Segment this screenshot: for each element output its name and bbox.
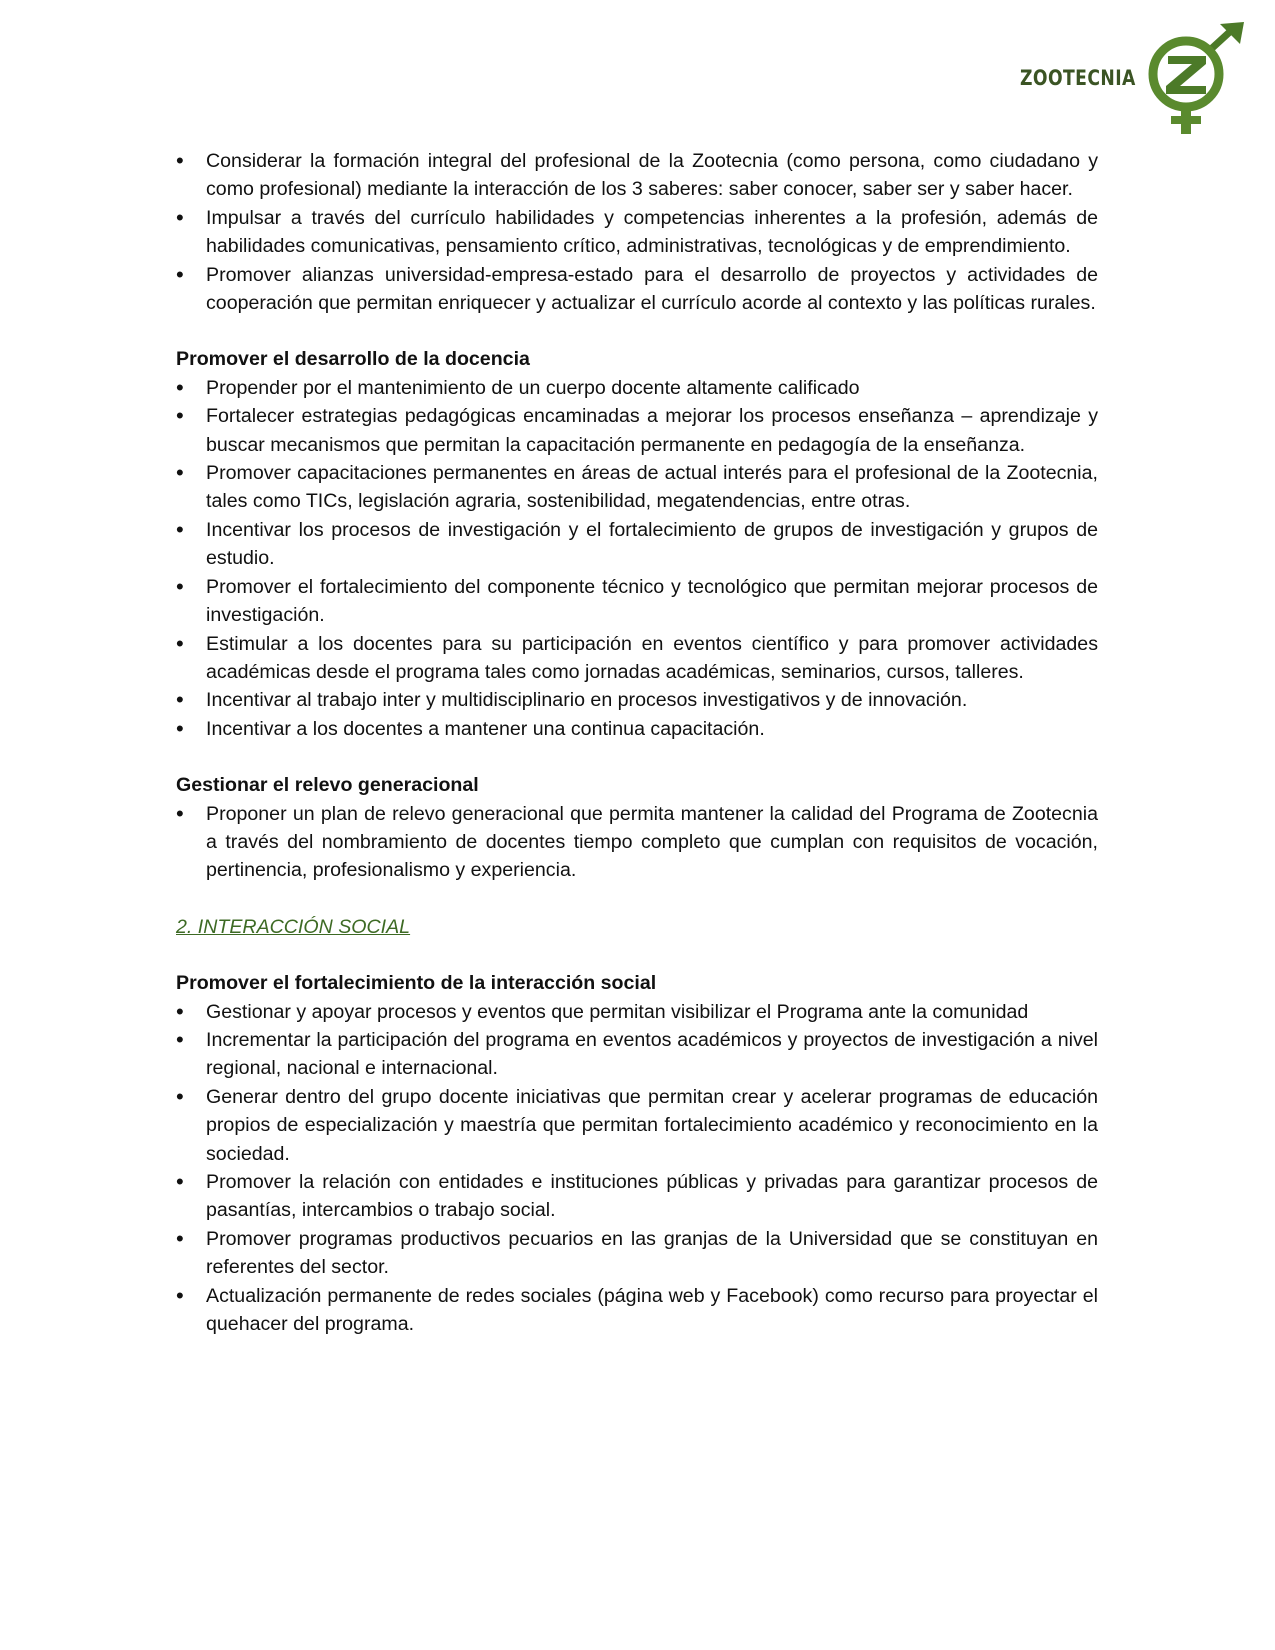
relevo-list [176, 800, 1098, 885]
document-body [176, 147, 1098, 1338]
heading-relevo: Gestionar el relevo generacional [176, 774, 479, 797]
list-item: • Promover alianzas universidad-empresa-estado para el desarrollo de proyectos y actividades de cooperación que permitan enriquecer y actualizar el currículo acorde al contexto y las políticas rurales. [176, 261, 1098, 318]
list-item: • Actualización permanente de redes sociales (página web y Facebook) como recurso para proyectar el quehacer del programa. [176, 1282, 1098, 1339]
heading-docencia: Promover el desarrollo de la docencia [176, 348, 530, 371]
zootecnia-logo [1020, 22, 1250, 142]
list-item: • Promover capacitaciones permanentes en áreas de actual interés para el profesional de la Zootecnia, tales como TICs, legislación agraria, sostenibilidad, megatendencias, entre otras. [176, 459, 1098, 516]
list-item: • Generar dentro del grupo docente iniciativas que permitan crear y acelerar programas de educación propios de especialización y maestría que permitan fortalecimiento académico y reconocimiento en la sociedad. [176, 1083, 1098, 1168]
list-item: • Incentivar al trabajo inter y multidisciplinario en procesos investigativos y de innovación. [176, 686, 1098, 714]
list-item: • Fortalecer estrategias pedagógicas encaminadas a mejorar los procesos enseñanza – aprendizaje y buscar mecanismos que permitan la capacitación permanente en pedagogía de la enseñanza. [176, 402, 1098, 459]
heading-interaccion: Promover el fortalecimiento de la interacción social [176, 972, 657, 995]
gender-symbol-logo-icon [1128, 22, 1246, 138]
list-item: • Promover la relación con entidades e instituciones públicas y privadas para garantizar procesos de pasantías, intercambios o trabajo social. [176, 1168, 1098, 1225]
list-item: • Gestionar y apoyar procesos y eventos que permitan visibilizar el Programa ante la comunidad [176, 998, 1098, 1026]
list-item: • Impulsar a través del currículo habilidades y competencias inherentes a la profesión, además de habilidades comunicativas, pensamiento crítico, administrativas, tecnológicas y de emprendimiento. [176, 204, 1098, 261]
list-item: • Estimular a los docentes para su participación en eventos científico y para promover actividades académicas desde el programa tales como jornadas académicas, seminarios, cursos, talleres. [176, 630, 1098, 687]
section-title-interaccion-social: 2. INTERACCIÓN SOCIAL [176, 915, 411, 938]
list-item: • Propender por el mantenimiento de un cuerpo docente altamente calificado [176, 374, 1098, 402]
logo-text: ZOOTECNIA [1020, 66, 1136, 90]
list-item: • Considerar la formación integral del profesional de la Zootecnia (como persona, como ciudadano y como profesional) mediante la interacción de los 3 saberes: saber conocer, saber ser y saber hacer. [176, 147, 1098, 204]
intro-list [176, 147, 1098, 317]
docencia-list [176, 374, 1098, 743]
list-item: • Proponer un plan de relevo generacional que permita mantener la calidad del Programa de Zootecnia a través del nombramiento de docentes tiempo completo que cumplan con requisitos de vocación, pertinencia, profesionalismo y experiencia. [176, 800, 1098, 885]
list-item: • Promover programas productivos pecuarios en las granjas de la Universidad que se constituyan en referentes del sector. [176, 1225, 1098, 1282]
interaccion-list [176, 998, 1098, 1339]
list-item: • Promover el fortalecimiento del componente técnico y tecnológico que permitan mejorar procesos de investigación. [176, 573, 1098, 630]
list-item: • Incentivar a los docentes a mantener una continua capacitación. [176, 715, 1098, 743]
list-item: • Incentivar los procesos de investigación y el fortalecimiento de grupos de investigación y grupos de estudio. [176, 516, 1098, 573]
list-item: • Incrementar la participación del programa en eventos académicos y proyectos de investigación a nivel regional, nacional e internacional. [176, 1026, 1098, 1083]
